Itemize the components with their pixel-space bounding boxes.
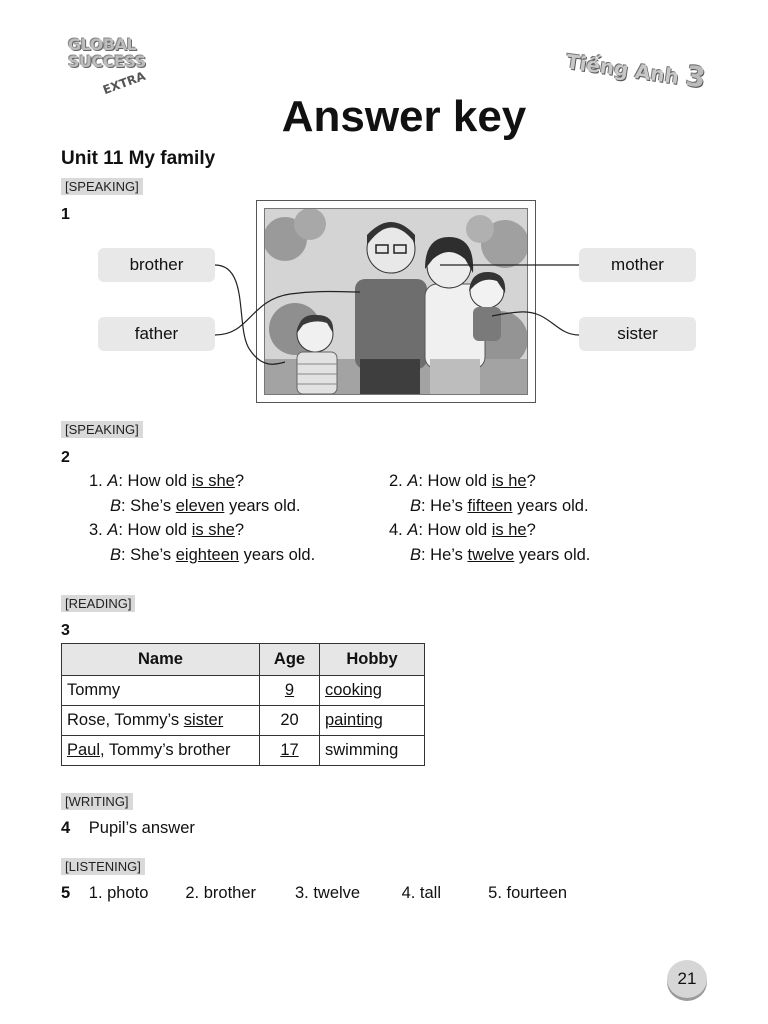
section-5-number: 5 — [61, 884, 71, 902]
word-box-mother: mother — [579, 248, 696, 282]
table-row — [62, 736, 425, 766]
section-4-line — [61, 819, 195, 838]
table-header-row — [62, 644, 425, 676]
qa-item-3: 3. A: How old is she? B: She’s eighteen years old. — [89, 521, 316, 564]
section-4-text: Pupil’s answer — [88, 819, 195, 837]
section-2-number: 2 — [61, 449, 70, 466]
cell-hobby: cooking — [320, 676, 425, 706]
section-4-tag: [WRITING] — [61, 793, 133, 810]
section-5-tag: [LISTENING] — [61, 858, 145, 875]
matching-lines — [0, 0, 768, 420]
qa-item-2: 2. A: How old is he? B: He’s fifteen years old. — [389, 472, 589, 515]
section-3-tag: [READING] — [61, 595, 135, 612]
section-3-number: 3 — [61, 622, 70, 639]
table-row — [62, 676, 425, 706]
listening-answer-5: 5. fourteen — [488, 884, 568, 902]
logo-right-number: 3 — [683, 59, 708, 95]
cell-name: Tommy — [62, 676, 260, 706]
header-name: Name — [62, 644, 260, 676]
cell-age: 17 — [260, 736, 320, 766]
listening-answer-3: 3. twelve — [294, 884, 361, 902]
logo-line-2: SUCCESS — [68, 52, 146, 71]
cell-age: 20 — [260, 706, 320, 736]
logo-line-3: EXTRA — [100, 68, 148, 98]
unit-title: Unit 11 My family — [61, 148, 216, 169]
page-number: 21 — [667, 960, 707, 998]
word-box-sister: sister — [579, 317, 696, 351]
cell-hobby: swimming — [320, 736, 425, 766]
header-hobby: Hobby — [320, 644, 425, 676]
cell-name: Paul, Tommy’s brother — [62, 736, 260, 766]
logo-right-text: Tiếng Anh — [564, 49, 681, 89]
section-2-tag: [SPEAKING] — [61, 421, 143, 438]
section-5-line — [61, 884, 567, 903]
listening-answer-2: 2. brother — [185, 884, 256, 902]
cell-age: 9 — [260, 676, 320, 706]
hobby-table — [61, 643, 425, 766]
cell-hobby: painting — [320, 706, 425, 736]
section-1-tag: [SPEAKING] — [61, 178, 143, 195]
cell-name: Rose, Tommy’s sister — [62, 706, 260, 736]
listening-answer-4: 4. tall — [401, 884, 441, 902]
table-row — [62, 706, 425, 736]
page-title: Answer key — [281, 92, 527, 141]
listening-answer-1: 1. photo — [88, 884, 149, 902]
logo-line-1: GLOBAL — [68, 35, 137, 54]
header-age: Age — [260, 644, 320, 676]
word-box-brother: brother — [98, 248, 215, 282]
word-box-father: father — [98, 317, 215, 351]
qa-item-4: 4. A: How old is he? B: He’s twelve years old. — [389, 521, 591, 564]
section-4-number: 4 — [61, 819, 71, 837]
section-1-number: 1 — [61, 206, 70, 223]
qa-item-1: 1. A: How old is she? B: She’s eleven years old. — [89, 472, 301, 515]
